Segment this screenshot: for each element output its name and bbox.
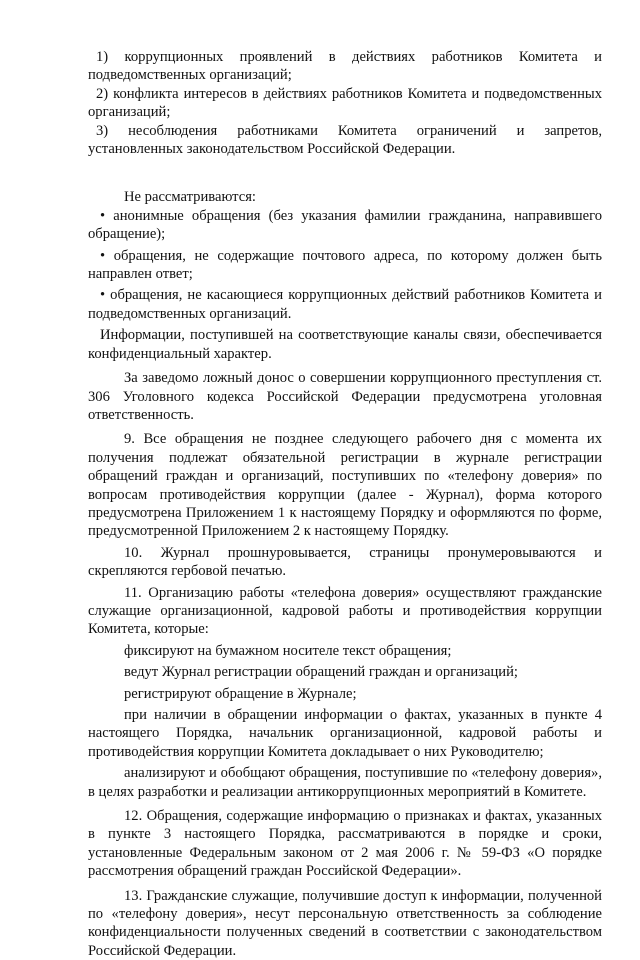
paragraph: 11. Организацию работы «телефона доверия» осуществляют гражданские служащие организационной, кадровой работы и противодействия коррупции Комитета, которые: <box>88 584 602 638</box>
paragraph: анализируют и обобщают обращения, поступившие по «телефону доверия», в целях разработки и реализации антикоррупционных мероприятий в Комитете. <box>88 765 602 800</box>
paragraph: Информации, поступившей на соответствующие каналы связи, обеспечивается конфиденциальный характер. <box>88 327 602 362</box>
paragraph: фиксируют на бумажном носителе текст обращения; <box>124 642 452 659</box>
paragraph: За заведомо ложный донос о совершении коррупционного преступления ст. 306 Уголовного кодекса Российской Федерации предусмотрена уголовная ответственность. <box>88 370 602 423</box>
paragraph: 13. Гражданские служащие, получившие доступ к информации, полученной по «телефону доверия», несут персональную ответственность за соблюдение конфиденциальности полученных сведений в соответствии с законодательством Российской Федерации. <box>88 887 602 959</box>
paragraph: 10. Журнал прошнуровывается, страницы пронумеровываются и скрепляются гербовой печатью. <box>88 544 602 580</box>
list-item: 3) несоблюдения работниками Комитета ограничений и запретов, установленных законодательством Российской Федерации. <box>88 122 602 158</box>
paragraph: 9. Все обращения не позднее следующего рабочего дня с момента их получения подлежат обязательной регистрации в журнале регистрации обращений граждан и организаций, поступивших по «телефону доверия» по вопросам противодействия коррупции (далее - Журнал), форма которого предусмотрена Приложением 1 к настоящему Порядку и оформляются по форме, предусмотренной Приложением 2 к настоящему Порядку. <box>88 431 602 540</box>
bullet-item: • обращения, не содержащие почтового адреса, по которому должен быть направлен ответ; <box>88 247 602 283</box>
paragraph: регистрируют обращение в Журнале; <box>124 685 357 702</box>
list-item: 2) конфликта интересов в действиях работников Комитета и подведомственных организаций; <box>88 85 602 121</box>
bullet-item: • анонимные обращения (без указания фамилии гражданина, направившего обращение); <box>88 207 602 243</box>
list-item: 1) коррупционных проявлений в действиях работников Комитета и подведомственных организаций; <box>88 49 602 84</box>
paragraph: ведут Журнал регистрации обращений граждан и организаций; <box>124 664 518 681</box>
paragraph: при наличии в обращении информации о фактах, указанных в пункте 4 настоящего Порядка, начальник организационной, кадровой работы и противодействия коррупции Комитета докладывает о них Руководителю; <box>88 707 602 760</box>
bullet-item: • обращения, не касающиеся коррупционных действий работников Комитета и подведомственных организаций. <box>88 287 602 322</box>
paragraph: 12. Обращения, содержащие информацию о признаках и фактах, указанных в пункте 3 настоящего Порядка, рассматриваются в порядке и сроки, установленные Федеральным законом от 2 мая 2006 г. № 59-ФЗ «О порядке рассмотрения обращений граждан Российской Федерации». <box>88 808 602 880</box>
paragraph: Не рассматриваются: <box>124 189 256 206</box>
